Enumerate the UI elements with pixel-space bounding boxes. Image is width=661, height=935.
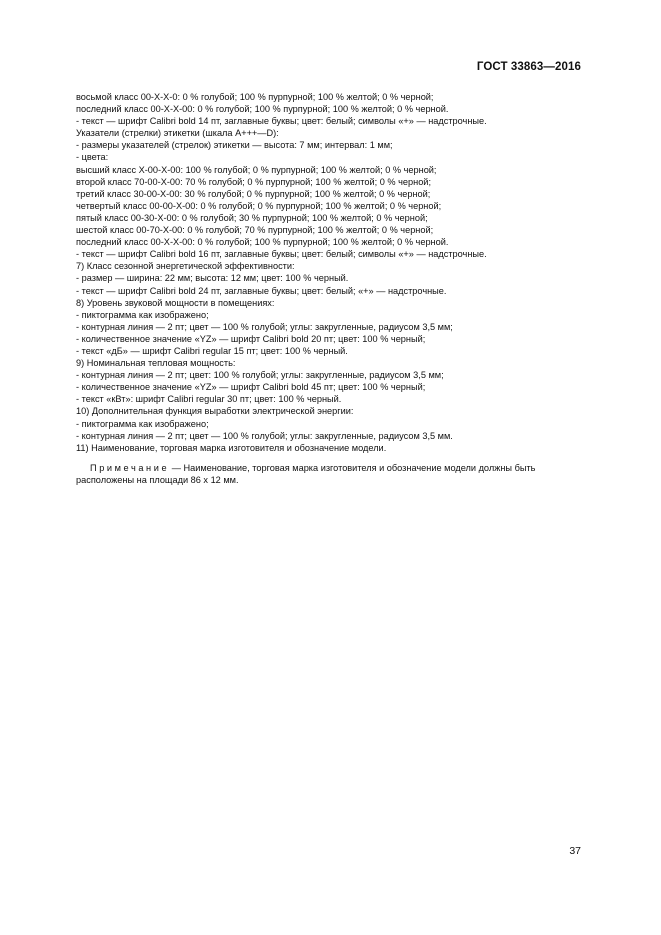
- body-line: - текст «кВт»: шрифт Calibri regular 30 пт; цвет: 100 % черный.: [76, 394, 342, 405]
- note-text: — Наименование, торговая марка изготовителя и обозначение модели должны быть расположены на площади 86 х 12 мм.: [76, 462, 536, 485]
- page-body: [76, 91, 584, 486]
- body-line: Указатели (стрелки) этикетки (шкала А+++—D):: [76, 128, 279, 139]
- page-number: 37: [569, 845, 581, 857]
- note-paragraph: [76, 462, 584, 486]
- body-line: - контурная линия — 2 пт; цвет — 100 % голубой; углы: закругленные, радиусом 3,5 мм.: [76, 430, 453, 441]
- body-line: 8) Уровень звуковой мощности в помещениях:: [76, 297, 275, 308]
- body-line: четвертый класс 00-00-Х-00: 0 % голубой; 0 % пурпурной; 100 % желтой; 0 % черной;: [76, 200, 442, 211]
- body-line: - контурная линия — 2 пт; цвет: 100 % голубой; углы: закругленные, радиусом 3,5 мм;: [76, 370, 444, 381]
- note-label: Примечание: [90, 462, 170, 473]
- document-header: ГОСТ 33863—2016: [476, 61, 581, 73]
- body-line: - размеры указателей (стрелок) этикетки — высота: 7 мм; интервал: 1 мм;: [76, 140, 393, 151]
- body-line: второй класс 70-00-Х-00: 70 % голубой; 0 % пурпурной; 100 % желтой; 0 % черной;: [76, 176, 431, 187]
- body-line: восьмой класс 00-Х-Х-0: 0 % голубой; 100 % пурпурной; 100 % желтой; 0 % черной;: [76, 92, 434, 102]
- body-line: высший класс Х-00-Х-00: 100 % голубой; 0 % пурпурной; 100 % желтой; 0 % черной;: [76, 164, 437, 175]
- body-line: пятый класс 00-30-Х-00: 0 % голубой; 30 % пурпурной; 100 % желтой; 0 % черной;: [76, 212, 428, 223]
- body-line: 7) Класс сезонной энергетической эффективности:: [76, 261, 295, 272]
- body-line: последний класс 00-Х-Х-00: 0 % голубой; 100 % пурпурной; 100 % желтой; 0 % черной.: [76, 237, 449, 248]
- body-line: третий класс 30-00-Х-00: 30 % голубой; 0 % пурпурной; 100 % желтой; 0 % черной;: [76, 188, 431, 199]
- body-line: - цвета:: [76, 152, 109, 163]
- body-line: - текст — шрифт Calibri bold 24 пт, заглавные буквы; цвет: белый; «+» — надстрочные.: [76, 285, 447, 296]
- body-line: - текст «дБ» — шрифт Calibri regular 15 пт; цвет: 100 % черный.: [76, 345, 348, 356]
- body-line: шестой класс 00-70-Х-00: 0 % голубой; 70 % пурпурной; 100 % желтой; 0 % черной;: [76, 225, 434, 236]
- body-line: - текст — шрифт Calibri bold 16 пт, заглавные буквы; цвет: белый; символы «+» — надстрочные.: [76, 249, 487, 260]
- body-line: - размер — ширина: 22 мм; высота: 12 мм; цвет: 100 % черный.: [76, 273, 349, 284]
- body-line: последний класс 00-Х-Х-00: 0 % голубой; 100 % пурпурной; 100 % желтой; 0 % черной.: [76, 104, 449, 115]
- body-line: - пиктограмма как изображено;: [76, 418, 209, 429]
- body-line: 9) Номинальная тепловая мощность:: [76, 358, 236, 369]
- body-line: - количественное значение «YZ» — шрифт Calibri bold 20 пт; цвет: 100 % черный;: [76, 333, 426, 344]
- body-line: - контурная линия — 2 пт; цвет — 100 % голубой; углы: закругленные, радиусом 3,5 мм;: [76, 321, 453, 332]
- body-line: - количественное значение «YZ» — шрифт Calibri bold 45 пт; цвет: 100 % черный;: [76, 382, 426, 393]
- body-line: 11) Наименование, торговая марка изготовителя и обозначение модели.: [76, 442, 387, 453]
- body-line: 10) Дополнительная функция выработки электрической энергии:: [76, 406, 354, 417]
- body-line: - текст — шрифт Calibri bold 14 пт, заглавные буквы; цвет: белый; символы «+» — надстрочные.: [76, 116, 487, 127]
- body-line: - пиктограмма как изображено;: [76, 309, 209, 320]
